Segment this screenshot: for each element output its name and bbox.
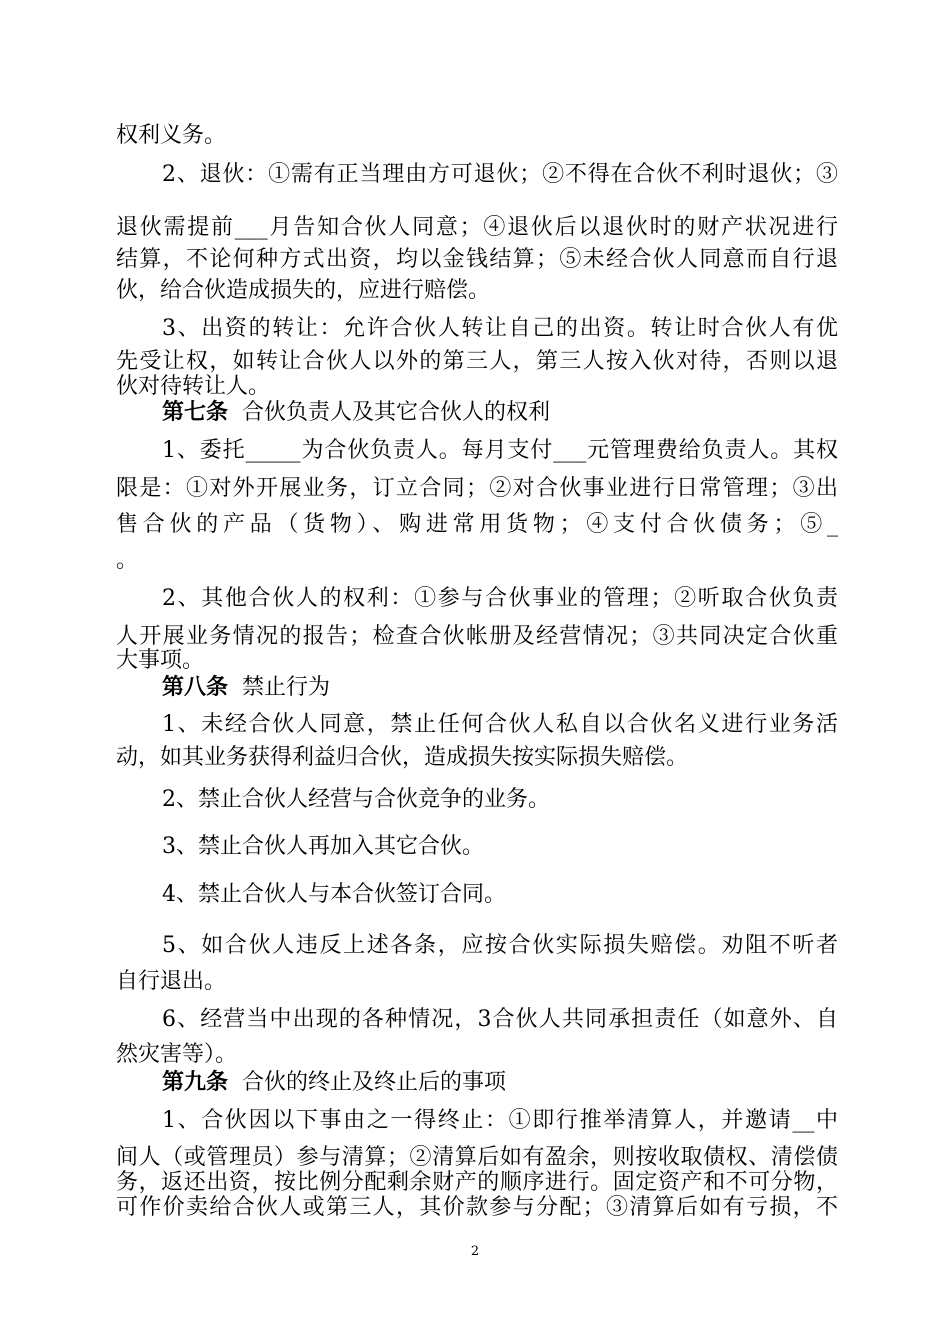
paragraph-line: 权利义务。 bbox=[116, 123, 227, 148]
paragraph-line: 务，返还出资，按比例分配剩余财产的顺序进行。固定资产和不可分物， bbox=[116, 1170, 838, 1195]
paragraph-line: 自行退出。 bbox=[116, 969, 227, 994]
paragraph-line: 3、禁止合伙人再加入其它合伙。 bbox=[162, 834, 484, 859]
paragraph-line: 4、禁止合伙人与本合伙签订合同。 bbox=[162, 882, 506, 907]
article-title: 合伙负责人及其它合伙人的权利 bbox=[242, 400, 551, 425]
paragraph-line: 限是：①对外开展业务，订立合同；②对合伙事业进行日常管理；③出 bbox=[116, 476, 838, 501]
paragraph-line: 可作价卖给合伙人或第三人，其价款参与分配；③清算后如有亏损，不 bbox=[116, 1195, 838, 1220]
paragraph-line: 6、经营当中出现的各种情况，3合伙人共同承担责任（如意外、自 bbox=[162, 1007, 838, 1032]
paragraph-line: 动，如其业务获得利益归合伙，造成损失按实际损失赔偿。 bbox=[116, 745, 689, 770]
article-heading bbox=[162, 397, 838, 428]
article-number: 第八条 bbox=[162, 674, 229, 700]
paragraph-line: 大事项。 bbox=[116, 648, 205, 673]
paragraph-line: 1、合伙因以下事由之一得终止：①即行推举清算人，并邀请__中 bbox=[162, 1108, 838, 1133]
paragraph-line: 人开展业务情况的报告；检查合伙帐册及经营情况；③共同决定合伙重 bbox=[116, 624, 838, 649]
article-number: 第九条 bbox=[162, 1069, 229, 1095]
paragraph-line: 2、其他合伙人的权利：①参与合伙事业的管理；②听取合伙负责 bbox=[162, 586, 838, 611]
paragraph-line: 伙，给合伙造成损失的，应进行赔偿。 bbox=[116, 278, 491, 303]
paragraph-line: 先受让权，如转让合伙人以外的第三人，第三人按入伙对待，否则以退 bbox=[116, 349, 838, 374]
article-number: 第七条 bbox=[162, 399, 229, 425]
article-title: 禁止行为 bbox=[242, 675, 331, 700]
paragraph-line: 1、委托_____为合伙负责人。每月支付___元管理费给负责人。其权 bbox=[162, 438, 838, 463]
article-heading bbox=[162, 1067, 838, 1098]
paragraph-line: 结算，不论何种方式出资，均以金钱结算；⑤未经合伙人同意而自行退 bbox=[116, 247, 838, 272]
paragraph-line: 间人（或管理员）参与清算；②清算后如有盈余，则按收取债权、清偿债 bbox=[116, 1145, 838, 1170]
article-title: 合伙的终止及终止后的事项 bbox=[242, 1070, 507, 1095]
paragraph-line: 2、退伙：①需有正当理由方可退伙；②不得在合伙不利时退伙；③ bbox=[162, 162, 838, 187]
paragraph-line: 退伙需提前___月告知合伙人同意；④退伙后以退伙时的财产状况进行 bbox=[116, 215, 838, 240]
paragraph-line: 5、如合伙人违反上述各条，应按合伙实际损失赔偿。劝阻不听者 bbox=[162, 933, 838, 958]
paragraph-line: 2、禁止合伙人经营与合伙竞争的业务。 bbox=[162, 787, 550, 812]
paragraph-line: 。 bbox=[116, 548, 139, 573]
paragraph-line: 1、未经合伙人同意，禁止任何合伙人私自以合伙名义进行业务活 bbox=[162, 712, 838, 737]
paragraph-line: 3、出资的转让：允许合伙人转让自己的出资。转让时合伙人有优 bbox=[162, 316, 838, 341]
page-number: 2 bbox=[470, 1244, 480, 1259]
paragraph-line: 售合伙的产品（货物）、购进常用货物；④支付合伙债务；⑤_ bbox=[116, 512, 838, 537]
paragraph-line: 然灾害等）。 bbox=[116, 1042, 238, 1067]
paragraph-line: 伙对待转让人。 bbox=[116, 374, 271, 399]
article-heading bbox=[162, 672, 838, 703]
